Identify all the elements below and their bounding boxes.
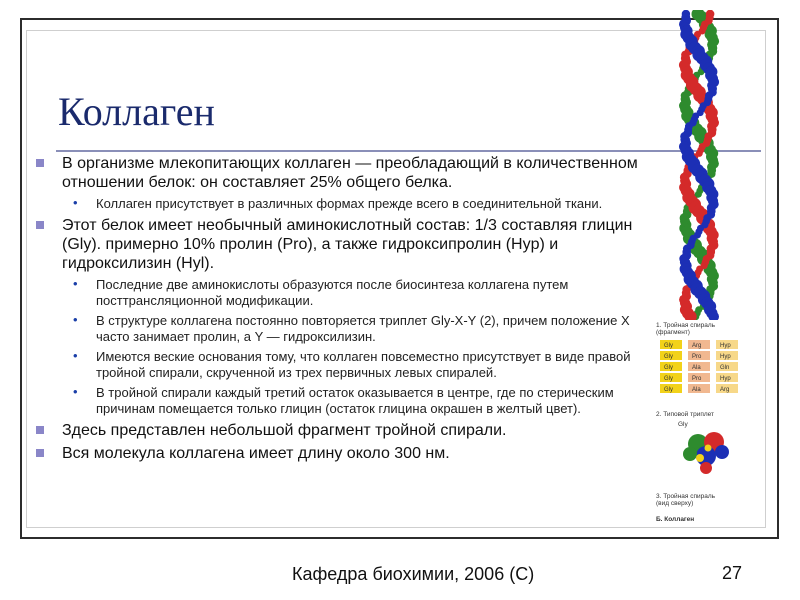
triplet-cell-label: Arg — [692, 343, 702, 349]
sub-bullet-item — [36, 385, 652, 417]
sub-bullet-item — [36, 349, 652, 381]
bullet-arrow-icon: • — [73, 276, 78, 291]
triplet-cell-label: Gln — [720, 365, 730, 371]
bullet-text: Здесь представлен небольшой фрагмент тройной спирали. — [62, 422, 507, 439]
inset-gly-label: Gly — [678, 421, 688, 428]
bullet-arrow-icon: • — [73, 312, 78, 327]
sub-bullet-item — [36, 277, 652, 309]
inset-label-2: 2. Типовой триплет — [656, 411, 715, 418]
sub-bullet-item — [36, 313, 652, 345]
triplet-cell-label: Hyp — [720, 354, 731, 360]
triplet-cell-label: Gly — [664, 365, 673, 371]
triplet-cell-label: Pro — [692, 354, 702, 360]
bullet-arrow-icon: • — [73, 195, 78, 210]
triplet-cell-label: Pro — [692, 376, 702, 382]
inset-label-4: Б. Коллаген — [656, 516, 695, 523]
bullet-item — [36, 154, 652, 192]
bullet-list — [36, 154, 652, 467]
triplet-cell-label: Hyp — [720, 376, 731, 382]
collagen-structure-inset — [654, 318, 750, 528]
bullet-text: Этот белок имеет необычный аминокислотный состав: 1/3 составляя глицин (Gly). примерно 10% пролин (Pro), а также гидроксипролин (Hyp) и гидроксилизин (Hyl). — [62, 217, 633, 272]
triple-helix-top-view — [683, 432, 729, 474]
bullet-text: В структуре коллагена постоянно повторяется триплет Gly-X-Y (2), причем положение X часто занимает пролин, а Y — гидроксилизин. — [96, 313, 630, 344]
inset-label-3b: (вид сверху) — [656, 500, 694, 507]
triplet-cell-label: Gly — [664, 387, 673, 393]
slide-title: Коллаген — [58, 89, 215, 134]
inset-label-1b: (фрагмент) — [656, 329, 690, 336]
triplet-cell-label: Ala — [692, 365, 701, 371]
triplet-cell-label: Hyp — [720, 343, 731, 349]
triplet-cell-label: Gly — [664, 343, 673, 349]
triplet-cell-label: Gly — [664, 354, 673, 360]
bullet-text: В организме млекопитающих коллаген — преобладающий в количественном отношении белок: он составляет 25% общего белка. — [62, 155, 638, 191]
bullet-text: Коллаген присутствует в различных формах прежде всего в соединительной ткани. — [96, 196, 603, 211]
page-number: 27 — [722, 563, 743, 583]
bullet-item — [36, 444, 652, 463]
bullet-text: В тройной спирали каждый третий остаток оказывается в центре, где по стерическим причинам помещается только глицин (остаток глицина окрашен в желтый цвет). — [96, 385, 614, 416]
bullet-text: Последние две аминокислоты образуются после биосинтеза коллагена путем посттрансляционной модификации. — [96, 277, 569, 308]
bullet-arrow-icon: • — [73, 348, 78, 363]
bullet-square-icon — [36, 426, 44, 434]
inset-label-1: 1. Тройная спираль — [656, 322, 716, 329]
triplet-cell-label: Ala — [692, 387, 701, 393]
bullet-square-icon — [36, 159, 44, 167]
bullet-text: Вся молекула коллагена имеет длину около 300 нм. — [62, 445, 450, 462]
bullet-square-icon — [36, 449, 44, 457]
bullet-item — [36, 216, 652, 273]
triplet-cell-label: Gly — [664, 376, 673, 382]
title-divider — [56, 150, 761, 152]
collagen-triple-helix-image — [664, 10, 734, 320]
bullet-square-icon — [36, 221, 44, 229]
bullet-item — [36, 421, 652, 440]
bullet-arrow-icon: • — [73, 384, 78, 399]
triplet-cell-label: Arg — [720, 387, 730, 393]
inset-label-3: 3. Тройная спираль — [656, 493, 716, 500]
footer-text: Кафедра биохимии, 2006 (С) — [292, 564, 535, 584]
bullet-text: Имеются веские основания тому, что коллаген повсеместно присутствует в виде правой тройной спирали, скрученной из трех первичных левых спиралей. — [96, 349, 631, 380]
sub-bullet-item — [36, 196, 652, 212]
triplet-table — [660, 340, 738, 393]
